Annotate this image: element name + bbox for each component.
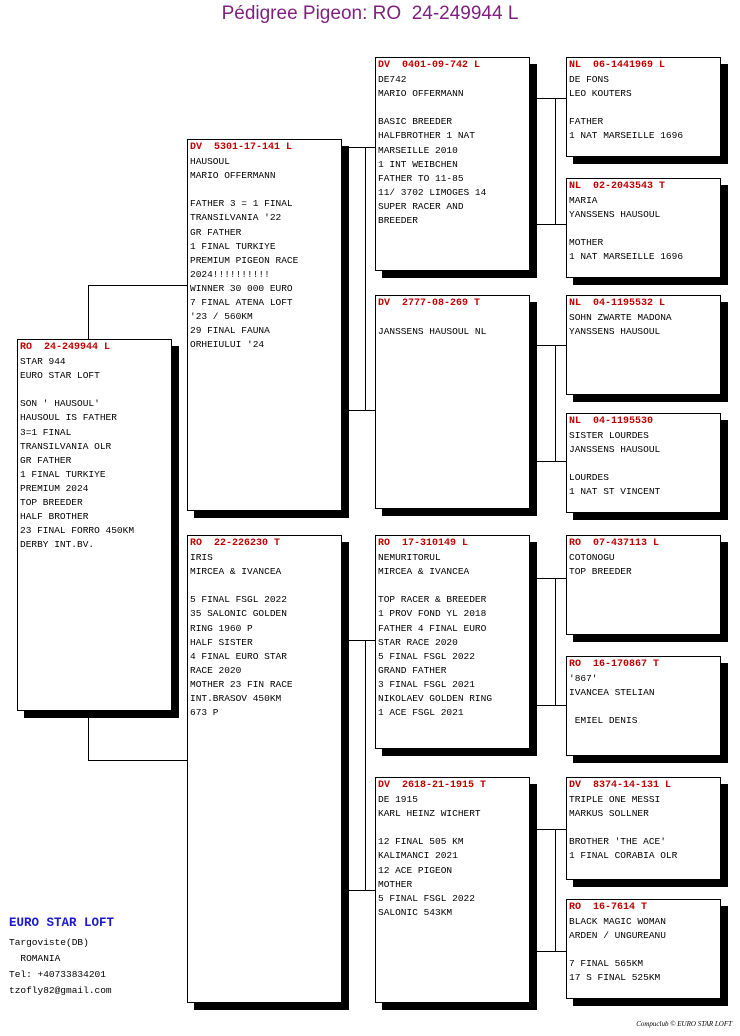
pedigree-text-line: '867' [569,673,598,685]
pedigree-text-line: HALFBROTHER 1 NAT [378,130,475,142]
pedigree-text-line: ORHEIULUI '24 [190,339,265,351]
connector-line [555,578,556,705]
pedigree-text-line: MIRCEA & IVANCEA [190,566,282,578]
pedigree-text-line: SOHN ZWARTE MADONA [569,312,672,324]
sire-sire-dam-card [566,178,721,278]
pedigree-text-line: 1 NAT ST VINCENT [569,486,661,498]
connector-line [348,890,376,891]
pedigree-text-line: 11/ 3702 LIMOGES 14 [378,186,487,198]
pedigree-text-line: JANSSENS HAUSOUL [569,444,661,456]
pedigree-text-line: NEMURITORUL [378,552,441,564]
page-title: Pédigree Pigeon: RO 24-249944 L [221,3,519,24]
pedigree-text-line [569,101,718,115]
pedigree-text-line: GR FATHER [190,226,242,238]
pedigree-text-line: PREMIUM PIGEON RACE [190,254,299,266]
pedigree-text-line: MOTHER [378,878,413,890]
loft-city: Targoviste(DB) [9,937,89,948]
pedigree-text-line: 1 FINAL TURKIYE [190,240,276,252]
pedigree-text-line: INT.BRASOV 450KM [190,693,282,705]
loft-name: EURO STAR LOFT [9,916,115,930]
pedigree-text-line: TRANSILVANIA OLR [20,440,112,452]
pedigree-text-line: FATHER TO 11-85 [378,172,464,184]
pedigree-text-line: 2024!!!!!!!!!! [190,268,270,280]
pedigree-text-line: KARL HEINZ WICHERT [378,808,481,820]
loft-phone: Tel: +40733834201 [9,969,106,980]
pedigree-text-line: GRAND FATHER [378,664,447,676]
connector-line [555,345,556,461]
sire-dam-dam-card [566,413,721,513]
pedigree-text-line: 1 FINAL TURKIYE [20,468,106,480]
pedigree-text-line: MARIO OFFERMANN [190,170,276,182]
pedigree-text-line: DE FONS [569,74,609,86]
connector-line [536,224,567,225]
pedigree-text-line: 1 PROV FOND YL 2018 [378,608,487,620]
pedigree-text-line [569,222,718,236]
connector-line [536,345,567,346]
ring-number: DV 0401-09-742 L [378,60,481,71]
ring-number: NL 02-2043543 T [569,181,666,192]
connector-line [536,951,567,952]
ring-number: NL 04-1195530 [569,416,654,427]
pedigree-text-line [378,311,527,325]
sire-sire-card [375,57,530,271]
pedigree-text-line: 12 FINAL 505 KM [378,836,464,848]
pedigree-text-line: SUPER RACER AND [378,200,464,212]
connector-line [555,829,556,951]
pedigree-text-line [378,579,527,593]
connector-line [88,760,188,761]
ring-number: DV 2777-08-269 T [378,298,481,309]
pedigree-text-line: LOURDES [569,472,609,484]
pedigree-text-line [569,943,718,957]
pedigree-text-line [190,183,339,197]
pedigree-text-line: HAUSOUL [190,156,230,168]
pedigree-text-line: KALIMANCI 2021 [378,850,458,862]
connector-line [536,705,567,706]
connector-line [536,98,567,99]
connector-line [348,640,376,641]
ring-number: RO 16-7614 T [569,902,648,913]
connector-line [536,829,567,830]
pedigree-text-line: 17 S FINAL 525KM [569,972,661,984]
pedigree-text-line: IRIS [190,552,213,564]
subject-pigeon-card [17,339,172,711]
ring-number: RO 17-310149 L [378,538,469,549]
sire-dam-card [375,295,530,509]
pedigree-text-line: DERBY INT.BV. [20,539,95,551]
pedigree-text-line [190,579,339,593]
connector-line [88,285,188,286]
pedigree-text-line: YANSSENS HAUSOUL [569,326,661,338]
ring-number: RO 16-170867 T [569,659,660,670]
pedigree-text-line: 1 NAT MARSEILLE 1696 [569,130,684,142]
footer-credit: Compuclub © EURO STAR LOFT [636,1020,732,1028]
dam-dam-card [375,777,530,1003]
pedigree-text-line: 1 ACE FSGL 2021 [378,707,464,719]
pedigree-text-line: FATHER 4 FINAL EURO [378,622,487,634]
pedigree-text-line: 29 FINAL FAUNA [190,325,270,337]
ring-number: DV 8374-14-131 L [569,780,672,791]
ring-number: NL 04-1195532 L [569,298,666,309]
pedigree-text-line: 7 FINAL ATENA LOFT [190,297,293,309]
pedigree-text-line: 3=1 FINAL [20,426,72,438]
loft-country: ROMANIA [9,953,61,964]
pedigree-text-line: 1 FINAL CORABIA OLR [569,850,678,862]
pedigree-text-line: 12 ACE PIGEON [378,864,453,876]
pedigree-text-line: DE742 [378,74,407,86]
pedigree-text-line: SALONIC 543KM [378,906,453,918]
connector-line [348,147,376,148]
loft-contact-block [9,915,114,999]
pedigree-text-line: 673 P [190,707,219,719]
ring-number: RO 07-437113 L [569,538,660,549]
pedigree-text-line [20,383,169,397]
dam-card [187,535,342,1003]
pedigree-text-line: DE 1915 [378,794,418,806]
pedigree-text-line: TOP RACER & BREEDER [378,594,487,606]
connector-line [555,98,556,224]
connector-line [348,410,376,411]
pedigree-text-line: NIKOLAEV GOLDEN RING [378,693,493,705]
pedigree-text-line: MARKUS SOLLNER [569,808,649,820]
dam-sire-dam-card [566,656,721,756]
pedigree-text-line: 7 FINAL 565KM [569,958,644,970]
pedigree-text-line: RACE 2020 [190,664,242,676]
connector-line [536,578,567,579]
pedigree-text-line: FATHER [569,116,604,128]
connector-line [536,461,567,462]
pedigree-text-line: COTONOGU [569,552,615,564]
pedigree-text-line: BREEDER [378,215,418,227]
pedigree-text-line: 5 FINAL FSGL 2022 [378,892,475,904]
pedigree-text-line: STAR 944 [20,356,66,368]
pedigree-text-line: MARSEILLE 2010 [378,144,458,156]
pedigree-text-line: MOTHER [569,237,604,249]
pedigree-text-line: 1 INT WEIBCHEN [378,158,458,170]
ring-number: DV 5301-17-141 L [190,142,293,153]
pedigree-text-line: TOP BREEDER [20,497,83,509]
pedigree-text-line: PREMIUM 2024 [20,482,89,494]
pedigree-text-line: TRANSILVANIA '22 [190,212,282,224]
pedigree-text-line: SON ' HAUSOUL' [20,398,100,410]
pedigree-text-line: 23 FINAL FORRO 450KM [20,525,135,537]
pedigree-text-line: FATHER 3 = 1 FINAL [190,198,293,210]
sire-card [187,139,342,511]
dam-dam-dam-card [566,899,721,999]
pedigree-text-line: EURO STAR LOFT [20,370,100,382]
pedigree-text-line: TRIPLE ONE MESSI [569,794,661,806]
pedigree-text-line: 3 FINAL FSGL 2021 [378,678,475,690]
pedigree-text-line: MARIO OFFERMANN [378,88,464,100]
pedigree-text-line: RING 1960 P [190,622,253,634]
pedigree-text-line: GR FATHER [20,454,72,466]
sire-sire-sire-card [566,57,721,157]
pedigree-text-line: LEO KOUTERS [569,88,632,100]
pedigree-text-line: YANSSENS HAUSOUL [569,209,661,221]
pedigree-text-line: HALF BROTHER [20,511,89,523]
dam-sire-sire-card [566,535,721,635]
pedigree-text-line: 5 FINAL FSGL 2022 [378,650,475,662]
connector-line [365,147,366,410]
pedigree-text-line: JANSSENS HAUSOUL NL [378,326,487,338]
pedigree-text-line: 35 SALONIC GOLDEN [190,608,287,620]
ring-number: DV 2618-21-1915 T [378,780,487,791]
pedigree-text-line: BROTHER 'THE ACE' [569,836,666,848]
pedigree-text-line: MOTHER 23 FIN RACE [190,678,293,690]
ring-number: RO 22-226230 T [190,538,281,549]
pedigree-text-line: STAR RACE 2020 [378,636,458,648]
pedigree-text-line: BASIC BREEDER [378,116,453,128]
pedigree-text-line [569,821,718,835]
pedigree-text-line: EMIEL DENIS [569,715,638,727]
ring-number: NL 06-1441969 L [569,60,666,71]
dam-dam-sire-card [566,777,721,880]
loft-email[interactable]: tzofly82@gmail.com [9,985,112,996]
pedigree-text-line: HAUSOUL IS FATHER [20,412,117,424]
dam-sire-card [375,535,530,749]
pedigree-text-line [378,821,527,835]
pedigree-text-line: IVANCEA STELIAN [569,687,655,699]
ring-number: RO 24-249944 L [20,342,111,353]
pedigree-text-line: SISTER LOURDES [569,430,649,442]
pedigree-text-line [569,700,718,714]
pedigree-text-line: HALF SISTER [190,636,253,648]
pedigree-text-line: '23 / 560KM [190,311,253,323]
pedigree-text-line: 5 FINAL FSGL 2022 [190,594,287,606]
pedigree-text-line: TOP BREEDER [569,566,632,578]
connector-line [88,285,89,340]
pedigree-text-line: MARIA [569,195,598,207]
pedigree-text-line: MIRCEA & IVANCEA [378,566,470,578]
connector-line [88,710,89,760]
pedigree-text-line: ARDEN / UNGUREANU [569,930,666,942]
pedigree-text-line [378,101,527,115]
pedigree-text-line: BLACK MAGIC WOMAN [569,916,666,928]
pedigree-text-line: 4 FINAL EURO STAR [190,650,287,662]
sire-dam-sire-card [566,295,721,395]
pedigree-text-line [569,457,718,471]
pedigree-text-line: 1 NAT MARSEILLE 1696 [569,251,684,263]
pedigree-text-line: WINNER 30 000 EURO [190,282,293,294]
connector-line [365,640,366,890]
